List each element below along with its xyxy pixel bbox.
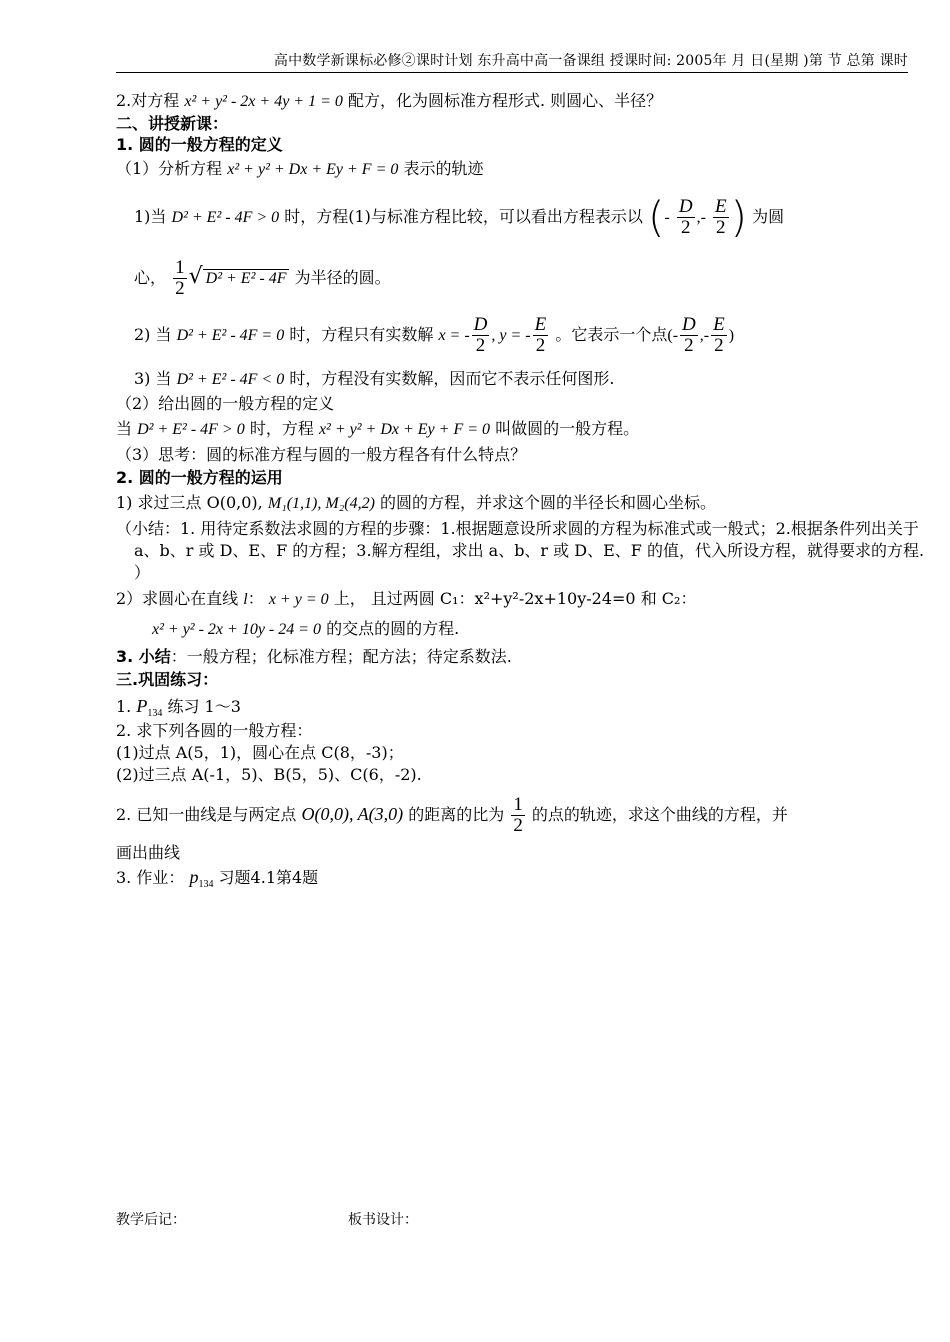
practice-2-2: (2)过三点 A(-1，5)、B(5，5)、C(6，-2).	[116, 765, 422, 784]
fraction-one-half: $\frac{1}{2}$	[513, 794, 523, 836]
case-2-line: 2) 当 D² + E² - 4F = 0 时，方程只有实数解 x = - $\frac{D}{2}$ , y = - $\frac{E}{2}$ 。它表示一个点(- $\frac{D}{2}$ ,- $\frac{E}{2}$ )	[134, 314, 735, 356]
section-2-title: 二、讲授新课：	[116, 114, 229, 133]
definition-title: （2）给出圆的一般方程的定义	[116, 394, 335, 413]
practice-1: 1. $P_{134}$ 练习 1～3	[116, 696, 241, 720]
fraction-D-over-2: $\frac{D}{2}$	[678, 196, 693, 238]
radius-sqrt: D² + E² - 4F	[203, 269, 290, 287]
practice-3-line-2: 画出曲线	[116, 843, 181, 862]
question-2: 2.对方程 x² + y² - 2x + 4y + 1 = 0 配方，化为圆标准方程形式. 则圆心、半径？	[116, 91, 663, 110]
analysis-line: （1）分析方程 x² + y² + Dx + Ey + F = 0 表示的轨迹	[116, 159, 484, 178]
example-1: 1) 求过三点 O(0,0), M₁(1,1), M₂(4,2) 的圆的方程，并求这个圆的半径长和圆心坐标。	[116, 493, 717, 512]
section-3-title: 三.巩固练习：	[116, 670, 219, 689]
fraction-one-half: $\frac{1}{2}$	[175, 257, 185, 299]
think-line: （3）思考：圆的标准方程与圆的一般方程各有什么特点？	[116, 445, 527, 464]
practice-2: 2. 求下列各圆的一般方程：	[116, 721, 313, 740]
summary-3: 3. 小结：一般方程；化标准方程；配方法；待定系数法.	[116, 647, 512, 666]
board-design-label: 板书设计：	[348, 1212, 418, 1228]
teaching-notes-label: 教学后记：	[116, 1212, 186, 1228]
page-header: 高中数学新课标必修②课时计划 东升高中高一备课组 授课时间: 2005年 月 日(星期 )第 节 总第 课时	[116, 50, 908, 73]
subsection-2-title: 2. 圆的一般方程的运用	[116, 468, 283, 487]
summary-note: （小结：1. 用待定系数法求圆的方程的步骤：1.根据题意设所求圆的方程为标准式或一般式；2.根据条件列出关于 a、b、r 或 D、E、F 的方程；3.解方程组，求出 a、b、r 或 D、E、F 的值，代入所设方程，就得要求的方程. ）	[116, 519, 925, 582]
case-1-line: 1)当 D² + E² - 4F > 0 时，方程(1)与标准方程比较，可以看出方程表示以 (- $\frac{D}{2}$ ,- $\frac{E}{2}$ ) 为圆	[134, 192, 785, 242]
practice-3: 2. 已知一曲线是与两定点 O(0,0), A(3,0) 的距离的比为 $\frac{1}{2}$ 的点的轨迹，求这个曲线的方程，并	[116, 794, 788, 836]
subsection-1-title: 1. 圆的一般方程的定义	[116, 135, 283, 154]
equation: x² + y² - 2x + 4y + 1 = 0	[184, 93, 343, 110]
case-1-line-2: 心， $\frac{1}{2}$ √ D² + E² - 4F 为半径的圆。	[134, 257, 391, 299]
definition-line: 当 D² + E² - 4F > 0 时，方程 x² + y² + Dx + Ey + F = 0 叫做圆的一般方程。	[116, 419, 640, 438]
practice-2-1: (1)过点 A(5，1)，圆心在点 C(8，-3)；	[116, 743, 404, 762]
fraction-E-over-2: $\frac{E}{2}$	[714, 196, 727, 238]
example-2-line-2: x² + y² - 2x + 10y - 24 = 0 的交点的圆的方程.	[152, 619, 460, 638]
example-2: 2）求圆心在直线 l： x + y = 0 上， 且过两圆 C₁：x²+y²-2x+10y-24=0 和 C₂：	[116, 589, 697, 608]
homework: 3. 作业： $p_{134}$ 习题4.1第4题	[116, 867, 319, 891]
case-3-line: 3) 当 D² + E² - 4F < 0 时，方程没有实数解，因而它不表示任何图形.	[134, 369, 615, 388]
